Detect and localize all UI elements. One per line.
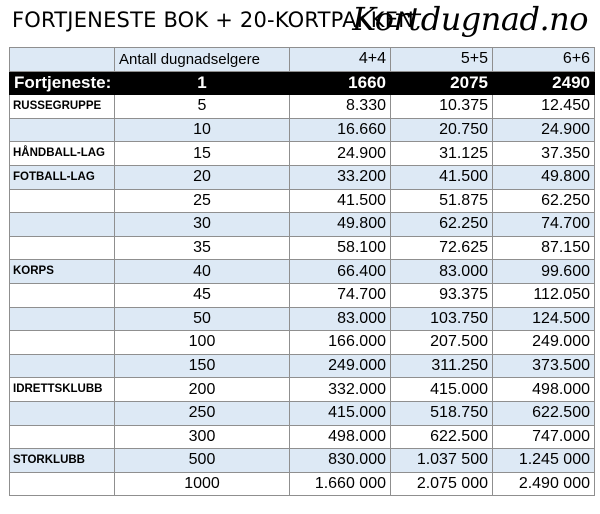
seller-count: 200 bbox=[115, 378, 290, 402]
table-row bbox=[10, 260, 595, 284]
value-4x4: 74.700 bbox=[290, 283, 391, 307]
profit-value-5x5: 2075 bbox=[391, 71, 493, 95]
group-label bbox=[10, 213, 115, 237]
table-row bbox=[10, 165, 595, 189]
seller-count: 300 bbox=[115, 425, 290, 449]
value-5x5: 83.000 bbox=[391, 260, 493, 284]
value-5x5: 311.250 bbox=[391, 354, 493, 378]
value-5x5: 31.125 bbox=[391, 142, 493, 166]
seller-count: 15 bbox=[115, 142, 290, 166]
value-6x6: 622.500 bbox=[493, 401, 595, 425]
value-5x5: 622.500 bbox=[391, 425, 493, 449]
value-4x4: 249.000 bbox=[290, 354, 391, 378]
seller-count: 35 bbox=[115, 236, 290, 260]
value-4x4: 8.330 bbox=[290, 95, 391, 119]
seller-count: 5 bbox=[115, 95, 290, 119]
value-5x5: 1.037 500 bbox=[391, 449, 493, 473]
value-4x4: 498.000 bbox=[290, 425, 391, 449]
value-4x4: 41.500 bbox=[290, 189, 391, 213]
table-row bbox=[10, 378, 595, 402]
value-6x6: 74.700 bbox=[493, 213, 595, 237]
table-row bbox=[10, 189, 595, 213]
page-title: FORTJENESTE BOK + 20-KORTPAKKEN bbox=[12, 8, 415, 32]
value-6x6: 49.800 bbox=[493, 165, 595, 189]
header-col-4x4: 4+4 bbox=[290, 48, 391, 72]
table-row bbox=[10, 142, 595, 166]
group-label bbox=[10, 118, 115, 142]
seller-count: 45 bbox=[115, 283, 290, 307]
value-5x5: 103.750 bbox=[391, 307, 493, 331]
table-row bbox=[10, 425, 595, 449]
seller-count: 25 bbox=[115, 189, 290, 213]
value-5x5: 2.075 000 bbox=[391, 472, 493, 496]
header-col-6x6: 6+6 bbox=[493, 48, 595, 72]
group-label: KORPS bbox=[10, 260, 115, 284]
group-label bbox=[10, 354, 115, 378]
value-5x5: 415.000 bbox=[391, 378, 493, 402]
value-4x4: 33.200 bbox=[290, 165, 391, 189]
value-4x4: 830.000 bbox=[290, 449, 391, 473]
value-6x6: 249.000 bbox=[493, 331, 595, 355]
table-row bbox=[10, 118, 595, 142]
value-4x4: 66.400 bbox=[290, 260, 391, 284]
group-label: STORKLUBB bbox=[10, 449, 115, 473]
value-4x4: 332.000 bbox=[290, 378, 391, 402]
table-row bbox=[10, 213, 595, 237]
seller-count: 20 bbox=[115, 165, 290, 189]
table-row bbox=[10, 95, 595, 119]
table-row bbox=[10, 472, 595, 496]
value-6x6: 747.000 bbox=[493, 425, 595, 449]
value-5x5: 62.250 bbox=[391, 213, 493, 237]
profit-label: Fortjeneste: bbox=[10, 71, 115, 95]
group-label: FOTBALL-LAG bbox=[10, 165, 115, 189]
value-5x5: 10.375 bbox=[391, 95, 493, 119]
value-5x5: 51.875 bbox=[391, 189, 493, 213]
value-4x4: 16.660 bbox=[290, 118, 391, 142]
seller-count: 10 bbox=[115, 118, 290, 142]
table-row bbox=[10, 401, 595, 425]
table-row bbox=[10, 449, 595, 473]
value-6x6: 37.350 bbox=[493, 142, 595, 166]
group-label bbox=[10, 401, 115, 425]
table-row bbox=[10, 354, 595, 378]
value-5x5: 41.500 bbox=[391, 165, 493, 189]
value-6x6: 87.150 bbox=[493, 236, 595, 260]
value-4x4: 49.800 bbox=[290, 213, 391, 237]
group-label bbox=[10, 472, 115, 496]
group-label: RUSSEGRUPPE bbox=[10, 95, 115, 119]
header-sellers-label: Antall dugnadselgere bbox=[115, 48, 290, 72]
seller-count: 50 bbox=[115, 307, 290, 331]
value-6x6: 2.490 000 bbox=[493, 472, 595, 496]
group-label bbox=[10, 425, 115, 449]
table-row bbox=[10, 283, 595, 307]
value-4x4: 58.100 bbox=[290, 236, 391, 260]
profit-count: 1 bbox=[115, 71, 290, 95]
seller-count: 1000 bbox=[115, 472, 290, 496]
value-4x4: 83.000 bbox=[290, 307, 391, 331]
value-6x6: 62.250 bbox=[493, 189, 595, 213]
value-6x6: 373.500 bbox=[493, 354, 595, 378]
group-label bbox=[10, 331, 115, 355]
value-4x4: 1.660 000 bbox=[290, 472, 391, 496]
group-label bbox=[10, 307, 115, 331]
brand-logo: Kortdugnad.no bbox=[352, 0, 588, 38]
table-row bbox=[10, 236, 595, 260]
group-label bbox=[10, 236, 115, 260]
seller-count: 150 bbox=[115, 354, 290, 378]
value-5x5: 72.625 bbox=[391, 236, 493, 260]
profit-per-seller-row bbox=[10, 71, 595, 95]
profit-value-6x6: 2490 bbox=[493, 71, 595, 95]
group-label bbox=[10, 189, 115, 213]
header-col-5x5: 5+5 bbox=[391, 48, 493, 72]
group-label: HÅNDBALL-LAG bbox=[10, 142, 115, 166]
group-label bbox=[10, 283, 115, 307]
table-row bbox=[10, 331, 595, 355]
value-6x6: 99.600 bbox=[493, 260, 595, 284]
value-4x4: 415.000 bbox=[290, 401, 391, 425]
value-5x5: 207.500 bbox=[391, 331, 493, 355]
table-header-row bbox=[10, 48, 595, 72]
seller-count: 40 bbox=[115, 260, 290, 284]
value-6x6: 498.000 bbox=[493, 378, 595, 402]
profit-value-4x4: 1660 bbox=[290, 71, 391, 95]
value-6x6: 1.245 000 bbox=[493, 449, 595, 473]
group-label: IDRETTSKLUBB bbox=[10, 378, 115, 402]
value-5x5: 93.375 bbox=[391, 283, 493, 307]
value-6x6: 12.450 bbox=[493, 95, 595, 119]
value-5x5: 518.750 bbox=[391, 401, 493, 425]
value-6x6: 112.050 bbox=[493, 283, 595, 307]
table-row bbox=[10, 307, 595, 331]
value-6x6: 24.900 bbox=[493, 118, 595, 142]
seller-count: 100 bbox=[115, 331, 290, 355]
value-6x6: 124.500 bbox=[493, 307, 595, 331]
value-4x4: 166.000 bbox=[290, 331, 391, 355]
seller-count: 250 bbox=[115, 401, 290, 425]
seller-count: 30 bbox=[115, 213, 290, 237]
seller-count: 500 bbox=[115, 449, 290, 473]
value-5x5: 20.750 bbox=[391, 118, 493, 142]
value-4x4: 24.900 bbox=[290, 142, 391, 166]
header-empty-cell bbox=[10, 48, 115, 72]
profit-table bbox=[9, 47, 595, 496]
